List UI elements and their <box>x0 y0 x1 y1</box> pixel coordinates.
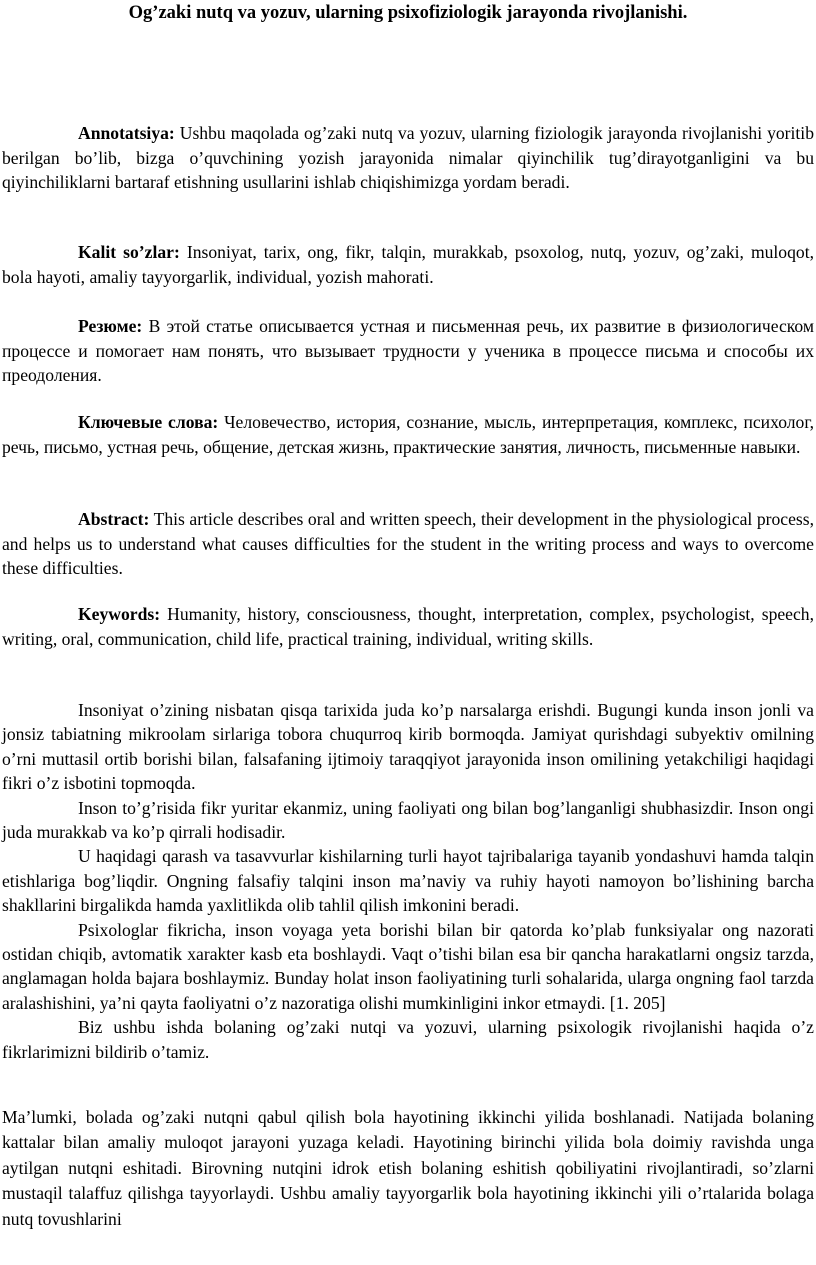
final-paragraph: Ma’lumki, bolada og’zaki nutqni qabul qilish bola hayotining ikkinchi yilida boshlanadi. Natijada bolaning kattalar bilan amaliy muloqot jarayoni yuzaga keladi. Hayotining birinchi yilida bola doimiy ravishda unga aytilgan nutqni eshitadi. Birovning nutqini idrok etish bolaning eshitish qobiliyatini rivojlantiradi, so’zlarni mustaqil talaffuz qilishga tayyorlaydi. Ushbu amaliy tayyorgarlik bola hayotining ikkinchi yili o’rtalarida bolaga nutq tovushlarini <box>2 1107 814 1229</box>
summary-ru-section <box>2 314 814 388</box>
keywords-uz-label: Kalit so’zlar: <box>78 242 180 262</box>
body-paragraph: Insoniyat o’zining nisbatan qisqa tarixida juda ko’p narsalarga erishdi. Bugungi kunda inson jonli va jonsiz tabiatning mikroolam sirlariga tobora chuqurroq kirib bormoqda. Jamiyat qurishdagi subyektiv omilning o’rni muttasil ortib borishi bilan, falsafaning ijtimoiy taraqqiyot jarayonida inson omilining yetakchiligi haqidagi fikri o’z isbotini topmoqda. <box>2 700 814 794</box>
summary-ru-label: Резюме: <box>78 316 143 336</box>
keywords-ru-text: Человечество, история, сознание, мысль, интерпретация, комплекс, психолог, речь, письмо, устная речь, общение, детская жизнь, практические занятия, личность, письменные навыки. <box>2 412 814 457</box>
body-text <box>2 698 814 1064</box>
keywords-uz-text: Insoniyat, tarix, ong, fikr, talqin, murakkab, psoxolog, nutq, yozuv, og’zaki, muloqot, bola hayoti, amaliy tayyorgarlik, individual, yozish mahorati. <box>2 242 814 287</box>
body-paragraph: Inson to’g’risida fikr yuritar ekanmiz, uning faoliyati ong bilan bog’langanligi shubhasizdir. Inson ongi juda murakkab va ko’p qirrali hodisadir. <box>2 797 814 843</box>
summary-ru-text: В этой статье описывается устная и письменная речь, их развитие в физиологическом процессе и помогает нам понять, что вызывает трудности у ученика в процессе письма и способы их преодоления. <box>2 316 814 385</box>
keywords-en-label: Keywords: <box>78 604 161 624</box>
final-text <box>2 1105 814 1232</box>
keywords-ru-section <box>2 410 814 459</box>
body-paragraph: Psixologlar fikricha, inson voyaga yeta borishi bilan bir qatorda ko’plab funksiyalar ong nazorati ostidan chiqib, avtomatik xarakter kasb eta boshlaydi. Vaqt o’tishi bilan esa bir qancha harakatlarni ongsiz tarzda, anglamagan holda bajara boshlaymiz. Bunday holat inson faoliyatining turli sohalarida, ularga ongning faol tarzda aralashishini, ya’ni qayta faoliyatni o’z nazoratiga olishi mumkinligini inkor etmaydi. [1. 205] <box>2 919 814 1013</box>
abstract-section <box>2 507 814 581</box>
body-paragraph: U haqidagi qarash va tasavvurlar kishilarning turli hayot tajribalariga tayanib yondashuvi hamda talqin etishlariga bog’liqdir. Ongning falsafiy talqini inson ma’naviy va ruhiy hayoti namoyon bo’lishining barcha shakllarini birgalikda hamda yaxlitlikda olib tahlil qilish imkonini beradi. <box>2 846 814 916</box>
annotation-text: Ushbu maqolada og’zaki nutq va yozuv, ularning fiziologik jarayonda rivojlanishi yoritib berilgan bo’lib, bizga o’quvchining yozish jarayonida nimalar qiyinchilik tug’dirayotganligini va bu qiyinchiliklarni bartaraf etishning usullarini ishlab chiqishimizga yordam beradi. <box>2 123 814 192</box>
keywords-en-text: Humanity, history, consciousness, thought, interpretation, complex, psychologist, speech, writing, oral, communication, child life, practical training, individual, writing skills. <box>2 604 814 649</box>
abstract-text: This article describes oral and written speech, their development in the physiological process, and helps us to understand what causes difficulties for the student in the writing process and ways to overcome these difficulties. <box>2 509 814 578</box>
keywords-en-section <box>2 602 814 651</box>
annotation-label: Annotatsiya: <box>78 123 175 143</box>
annotation-section <box>2 121 814 195</box>
abstract-label: Abstract: <box>78 509 150 529</box>
keywords-uz-section <box>2 240 814 289</box>
paper-title: Og’zaki nutq va yozuv, ularning psixofiziologik jarayonda rivojlanishi. <box>128 3 688 23</box>
keywords-ru-label: Ключевые слова: <box>78 412 219 432</box>
body-paragraph: Biz ushbu ishda bolaning og’zaki nutqi va yozuvi, ularning psixologik rivojlanishi haqida o’z fikrlarimizni bildirib o’tamiz. <box>2 1017 814 1062</box>
